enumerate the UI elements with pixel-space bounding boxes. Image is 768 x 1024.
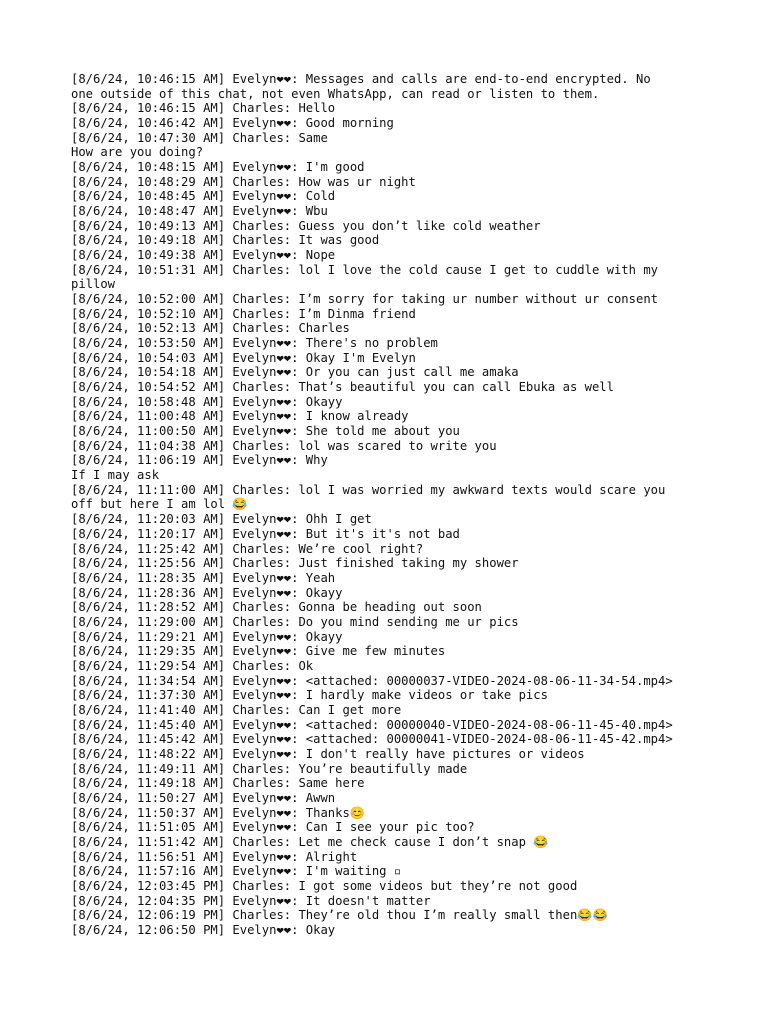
transcript-line: [8/6/24, 12:03:45 PM] Charles: I got some videos but they’re not good [71, 878, 578, 893]
transcript-line: [8/6/24, 11:57:16 AM] Evelyn❤❤: I'm waiting ▫ [71, 864, 402, 879]
transcript-line: [8/6/24, 11:49:11 AM] Charles: You’re beautifully made [71, 761, 468, 776]
transcript-line: [8/6/24, 10:52:10 AM] Charles: I’m Dinma friend [71, 306, 416, 321]
transcript-line: [8/6/24, 11:20:03 AM] Evelyn❤❤: Ohh I get [71, 512, 372, 527]
transcript-line: [8/6/24, 10:47:30 AM] Charles: Same [71, 130, 328, 145]
transcript-line: [8/6/24, 10:52:13 AM] Charles: Charles [71, 321, 350, 336]
transcript-line: How are you doing? [71, 145, 204, 160]
transcript-line: [8/6/24, 12:06:19 PM] Charles: They’re old thou I’m really small then😂😂 [71, 908, 608, 923]
transcript-line: [8/6/24, 10:48:15 AM] Evelyn❤❤: I'm good [71, 160, 365, 175]
transcript-line: [8/6/24, 10:49:18 AM] Charles: It was good [71, 233, 380, 248]
transcript-line: [8/6/24, 11:29:35 AM] Evelyn❤❤: Give me few minutes [71, 644, 446, 659]
transcript-line: [8/6/24, 11:45:40 AM] Evelyn❤❤: <attached: 00000040-VIDEO-2024-08-06-11-45-40.mp4> [71, 717, 673, 732]
transcript-line: pillow [71, 277, 116, 292]
transcript-line: [8/6/24, 11:00:48 AM] Evelyn❤❤: I know already [71, 409, 409, 424]
chat-transcript [71, 72, 711, 938]
transcript-line: [8/6/24, 11:28:35 AM] Evelyn❤❤: Yeah [71, 570, 336, 585]
transcript-line: [8/6/24, 11:29:21 AM] Evelyn❤❤: Okayy [71, 629, 343, 644]
transcript-line: [8/6/24, 11:34:54 AM] Evelyn❤❤: <attached: 00000037-VIDEO-2024-08-06-11-34-54.mp4> [71, 673, 673, 688]
transcript-line: [8/6/24, 10:48:45 AM] Evelyn❤❤: Cold [71, 189, 336, 204]
transcript-line: [8/6/24, 10:48:29 AM] Charles: How was ur night [71, 174, 416, 189]
transcript-line: [8/6/24, 12:06:50 PM] Evelyn❤❤: Okay [71, 922, 336, 937]
transcript-line: [8/6/24, 11:50:27 AM] Evelyn❤❤: Awwn [71, 790, 336, 805]
transcript-line: [8/6/24, 11:29:54 AM] Charles: Ok [71, 658, 314, 673]
transcript-line: [8/6/24, 10:46:15 AM] Charles: Hello [71, 101, 336, 116]
transcript-line: [8/6/24, 11:50:37 AM] Evelyn❤❤: Thanks😊 [71, 805, 365, 820]
transcript-line: [8/6/24, 10:49:13 AM] Charles: Guess you don’t like cold weather [71, 218, 541, 233]
transcript-line: [8/6/24, 12:04:35 PM] Evelyn❤❤: It doesn't matter [71, 893, 431, 908]
transcript-line: [8/6/24, 10:52:00 AM] Charles: I’m sorry for taking ur number without ur consent [71, 292, 658, 307]
transcript-line: [8/6/24, 11:25:56 AM] Charles: Just finished taking my shower [71, 556, 519, 571]
transcript-line: If I may ask [71, 468, 160, 483]
transcript-line: off but here I am lol 😂 [71, 497, 248, 512]
transcript-line: one outside of this chat, not even WhatsApp, can read or listen to them. [71, 86, 600, 101]
transcript-line: [8/6/24, 11:25:42 AM] Charles: We’re cool right? [71, 541, 424, 556]
transcript-line: [8/6/24, 11:28:52 AM] Charles: Gonna be heading out soon [71, 600, 482, 615]
transcript-line: [8/6/24, 11:11:00 AM] Charles: lol I was worried my awkward texts would scare you [71, 482, 666, 497]
transcript-line: [8/6/24, 10:51:31 AM] Charles: lol I love the cold cause I get to cuddle with my [71, 262, 658, 277]
transcript-line: [8/6/24, 11:00:50 AM] Evelyn❤❤: She told me about you [71, 424, 460, 439]
transcript-line: [8/6/24, 10:58:48 AM] Evelyn❤❤: Okayy [71, 394, 343, 409]
transcript-line: [8/6/24, 11:49:18 AM] Charles: Same here [71, 776, 365, 791]
transcript-line: [8/6/24, 11:56:51 AM] Evelyn❤❤: Alright [71, 849, 358, 864]
transcript-line: [8/6/24, 11:04:38 AM] Charles: lol was scared to write you [71, 438, 497, 453]
transcript-line: [8/6/24, 11:41:40 AM] Charles: Can I get more [71, 702, 402, 717]
transcript-line: [8/6/24, 10:46:42 AM] Evelyn❤❤: Good morning [71, 116, 394, 131]
transcript-line: [8/6/24, 11:29:00 AM] Charles: Do you mind sending me ur pics [71, 614, 519, 629]
transcript-line: [8/6/24, 10:48:47 AM] Evelyn❤❤: Wbu [71, 204, 328, 219]
transcript-line: [8/6/24, 10:53:50 AM] Evelyn❤❤: There's no problem [71, 336, 438, 351]
transcript-line: [8/6/24, 10:54:52 AM] Charles: That’s beautiful you can call Ebuka as well [71, 380, 614, 395]
transcript-line: [8/6/24, 11:37:30 AM] Evelyn❤❤: I hardly make videos or take pics [71, 688, 548, 703]
transcript-line: [8/6/24, 10:49:38 AM] Evelyn❤❤: Nope [71, 248, 336, 263]
transcript-line: [8/6/24, 11:06:19 AM] Evelyn❤❤: Why [71, 453, 328, 468]
transcript-line: [8/6/24, 11:20:17 AM] Evelyn❤❤: But it's it's not bad [71, 526, 460, 541]
transcript-line: [8/6/24, 10:54:18 AM] Evelyn❤❤: Or you can just call me amaka [71, 365, 519, 380]
transcript-line: [8/6/24, 11:45:42 AM] Evelyn❤❤: <attached: 00000041-VIDEO-2024-08-06-11-45-42.mp4> [71, 732, 673, 747]
transcript-line: [8/6/24, 10:46:15 AM] Evelyn❤❤: Messages and calls are end-to-end encrypted. No [71, 72, 651, 86]
transcript-line: [8/6/24, 11:51:42 AM] Charles: Let me check cause I don’t snap 😂 [71, 834, 549, 849]
transcript-line: [8/6/24, 10:54:03 AM] Evelyn❤❤: Okay I'm Evelyn [71, 350, 416, 365]
transcript-line: [8/6/24, 11:51:05 AM] Evelyn❤❤: Can I see your pic too? [71, 820, 475, 835]
transcript-line: [8/6/24, 11:28:36 AM] Evelyn❤❤: Okayy [71, 585, 343, 600]
transcript-line: [8/6/24, 11:48:22 AM] Evelyn❤❤: I don't really have pictures or videos [71, 746, 585, 761]
